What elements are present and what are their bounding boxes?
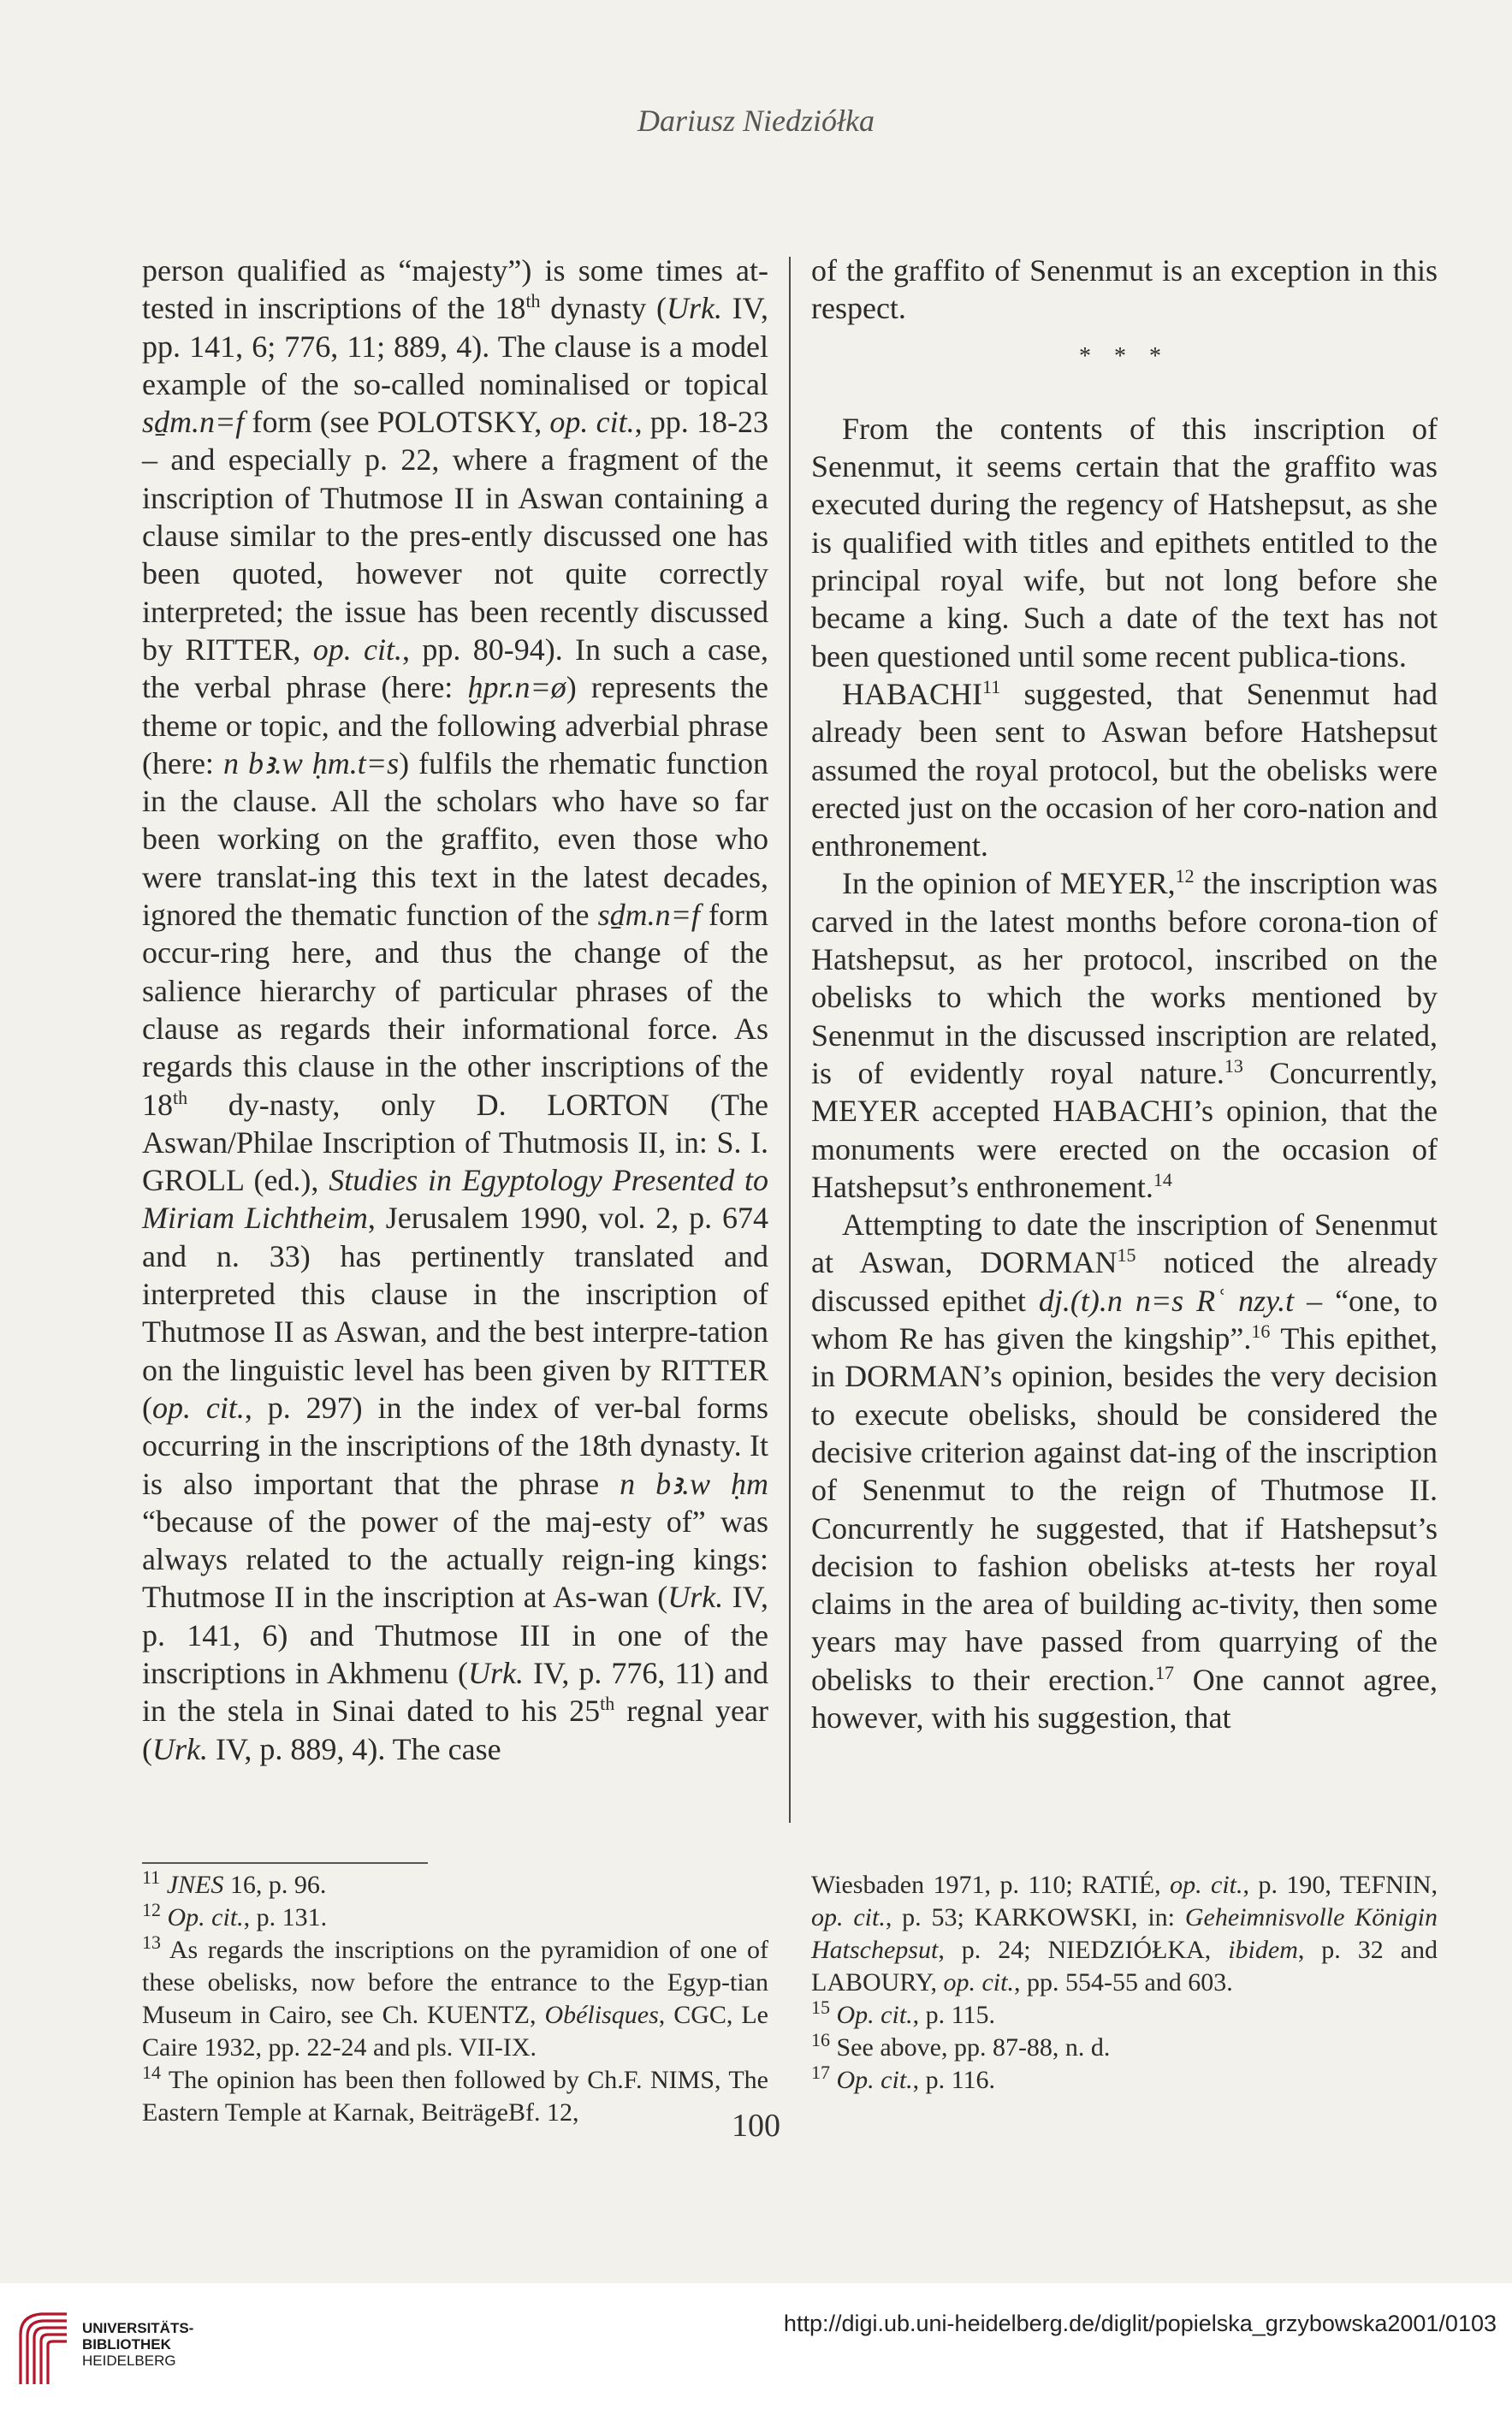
page-number: 100 — [732, 2108, 780, 2144]
footnote-rule — [142, 1862, 428, 1864]
body-paragraph: From the contents of this inscription of Senenmut, it seems certain that the graffito was executed during the regency of Hatshepsut, as she is qualified with titles and epithets entitled to the principal royal wife, but not long before she became a king. Such a date of the text has not been questioned until some recent publica-tions. — [811, 411, 1438, 673]
body-paragraph: In the opinion of MEYER,$^{12}$ the inscription was carved in the latest months before corona-tion of Hatshepsut, as her protocol, inscribed on the obelisks to which the works mentioned by Senenmut in the discussed inscription are related, is of evidently royal nature.$^{13}$ Concurrently, MEYER accepted HABACHI’s opinion, that the monuments were erected on the occasion of Hatshepsut’s enthronement.$^{14}$ — [811, 865, 1438, 1204]
footnote: Wiesbaden 1971, p. 110; RATIÉ, op. cit., p. 190, TEFNIN, op. cit., p. 53; KARKOWSKI, in: Geheimnisvolle Königin Hatschepsut, p. 24; NIEDZIÓŁKA, ibidem, p. 32 and LABOURY, op. cit., pp. 554-55 and 603. — [811, 1871, 1438, 1997]
right-column — [811, 252, 1438, 1736]
body-paragraph: person qualified as “majesty”) is some times at-tested in inscriptions of the 18th dynasty (Urk. IV, pp. 141, 6; 776, 11; 889, 4). The clause is a model example of the so-called nominalised or topical sḏm.n=f form (see POLOTSKY, op. cit., pp. 18-23 – and especially p. 22, where a fragment of the inscription of Thutmose II in Aswan containing a clause similar to the pres-ently discussed one has been quoted, however not quite correctly interpreted; the issue has been recently discussed by RITTER, op. cit., pp. 80-94). In such a case, the verbal phrase (here: ḫpr.n=ø) represents the theme or topic, and the following adverbial phrase (here: n bꜣ.w ḥm.t=s) fulfils the rhematic function in the clause. All the scholars who have so far been working on the graffito, even those who were translat-ing this text in the latest decades, ignored the thematic function of the sḏm.n=f form occur-ring here, and thus the change of the salience hierarchy of particular phrases of the clause as regards their informational force. As regards this clause in the other inscriptions of the 18th dy-nasty, only D. LORTON (The Aswan/Philae Inscription of Thutmosis II, in: S. I. GROLL (ed.), Studies in Egyptology Presented to Miriam Lichtheim, Jerusalem 1990, vol. 2, p. 674 and n. 33) has pertinently translated and interpreted this clause in the inscription of Thutmose II as Aswan, and the best interpre-tation on the linguistic level has been given by RITTER (op. cit., p. 297) in the index of ver-bal forms occurring in the inscriptions of the 18th dynasty. It is also important that the phrase n bꜣ.w ḥm “because of the power of the maj-esty of” was always related to the actually reign-ing kings: Thutmose II in the inscription at As-wan (Urk. IV, p. 141, 6) and Thutmose III in one of the inscriptions in Akhmenu (Urk. IV, p. 776, 11) and in the stela in Sinai dated to his 25th regnal year (Urk. IV, p. 889, 4). The case — [142, 253, 769, 1766]
footnote: $^{13}$ As regards the inscriptions on the pyramidion of one of these obelisks, now before the entrance to the Egyp-tian Museum in Cairo, see Ch. KUENTZ, Obélisques, CGC, Le Caire 1932, pp. 22-24 and pls. VII-IX. — [142, 1931, 768, 2062]
left-column — [142, 252, 768, 1768]
footnotes-left — [142, 1866, 768, 2129]
body-paragraph: of the graffito of Senenmut is an exception in this respect. — [811, 253, 1438, 326]
footnotes-right — [811, 1869, 1438, 2097]
library-logo-icon — [15, 2309, 72, 2386]
body-paragraph: Attempting to date the inscription of Senenmut at Aswan, DORMAN$^{15}$ noticed the already discussed epithet dj.(t).n n=s Rʿ nzy.t – “one, to whom Re has given the kingship”.$^{16}$ This epithet, in DORMAN’s opinion, besides the very decision to execute obelisks, should be considered the decisive criterion against dat-ing of the inscription of Senenmut to the reign of Thutmose II. Concurrently he suggested, that if Hatshepsut’s decision to fashion obelisks at-tests her royal claims in the area of building ac-tivity, then some years may have passed from quarrying of the obelisks to their erection.$^{17}$ One cannot agree, however, with his suggestion, that — [811, 1207, 1438, 1735]
running-head: Dariusz Niedziółka — [637, 104, 875, 138]
footnote: $^{14}$ The opinion has been then followed by Ch.F. NIMS, The Eastern Temple at Karnak, BeiträgeBf. 12, — [142, 2062, 768, 2127]
source-url-link[interactable]: http://digi.ub.uni-heidelberg.de/diglit/popielska_grzybowska2001/0103 — [783, 2311, 1497, 2336]
footnote: $^{12}$ Op. cit., p. 131. — [142, 1899, 328, 1931]
library-name-line: HEIDELBERG — [82, 2353, 176, 2369]
footnote: $^{11}$ JNES 16, p. 96. — [142, 1866, 327, 1899]
footer-bar — [0, 2283, 1512, 2409]
footnote: $^{16}$ See above, pp. 87-88, n. d. — [811, 2029, 1111, 2062]
section-separator: * * * — [1079, 342, 1170, 370]
footnote: $^{15}$ Op. cit., p. 115. — [811, 1997, 996, 2029]
column-divider — [789, 257, 791, 1823]
library-name-line: BIBLIOTHEK — [82, 2336, 171, 2353]
body-paragraph: HABACHI$^{11}$ suggested, that Senenmut had already been sent to Aswan before Hatshepsut assumed the royal protocol, but the obelisks were erected just on the occasion of her coro-nation and enthronement. — [811, 675, 1438, 863]
library-name-line: UNIVERSITÄTS- — [82, 2320, 194, 2336]
footnote: $^{17}$ Op. cit., p. 116. — [811, 2062, 996, 2094]
library-name — [82, 2320, 193, 2369]
